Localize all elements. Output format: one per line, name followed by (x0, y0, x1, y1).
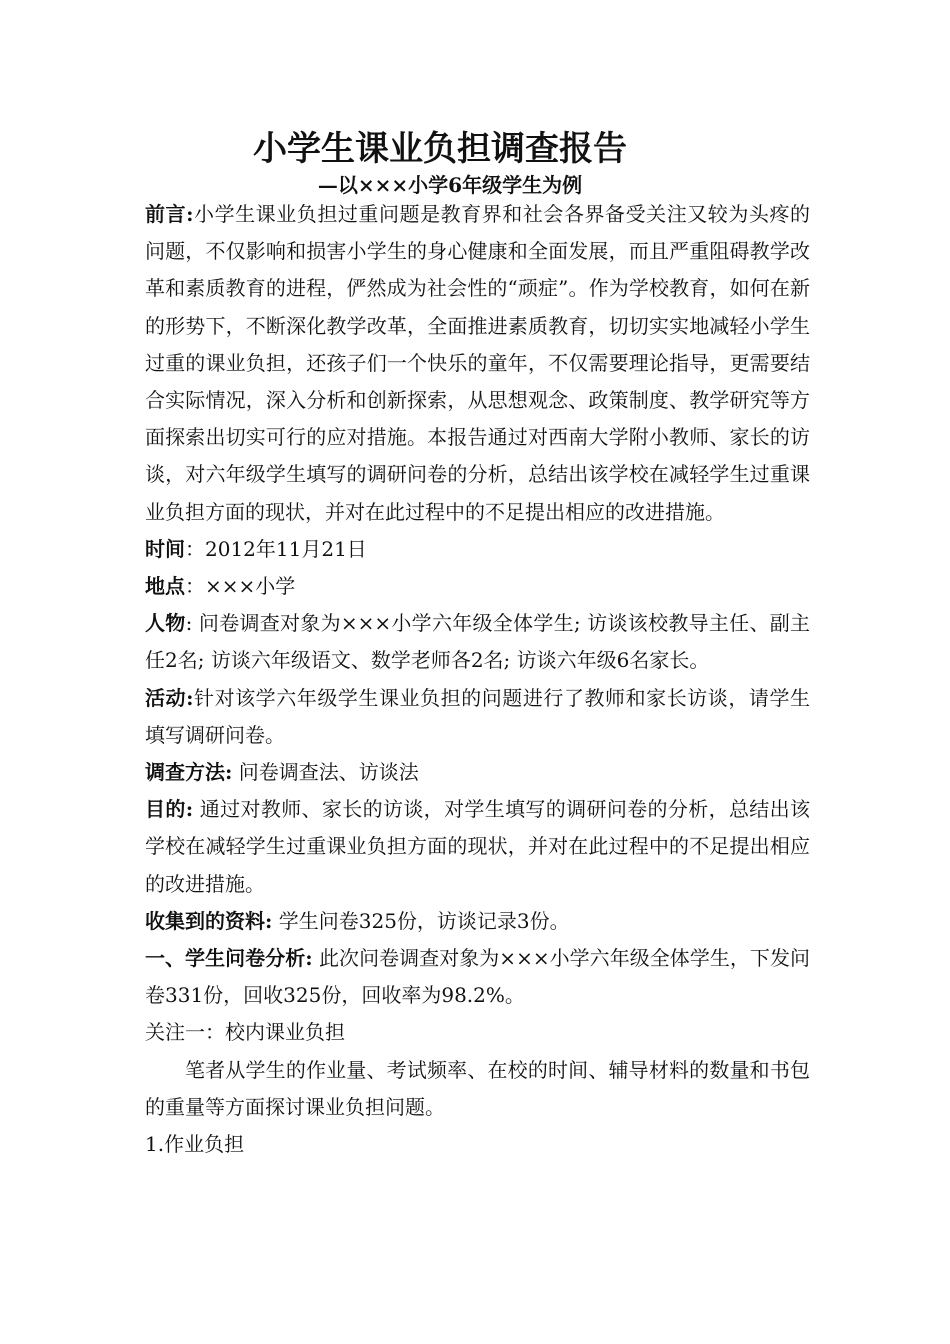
people-paragraph (145, 605, 810, 679)
page-subtitle: —以×××小学6年级学生为例 (317, 173, 583, 197)
time-label: 时间 (145, 536, 185, 561)
section1-paragraph (145, 940, 810, 1014)
preface-paragraph (145, 196, 810, 531)
materials-text: 学生问卷325份，访谈记录3份。 (272, 908, 570, 933)
section1-label: 一、学生问卷分析: (145, 946, 313, 971)
place-text: ：×××小学 (185, 574, 296, 599)
place-paragraph (145, 568, 810, 605)
section1-text: 此次问卷调查对象为×××小学六年级全体学生，下发问卷331份，回收325份，回收率为98.2%。 (145, 946, 810, 1008)
focus1-paragraph: 笔者从学生的作业量、考试频率、在校的时间、辅导材料的数量和书包的重量等方面探讨课业负担问题。 (145, 1057, 810, 1119)
preface-text: 小学生课业负担过重问题是教育界和社会各界备受关注又较为头疼的问题，不仅影响和损害小学生的身心健康和全面发展，而且严重阻碍教学改革和素质教育的进程，俨然成为社会性的“顽症”。作为学校教育，如何在新的形势下，不断深化教学改革，全面推进素质教育，切切实实地减轻小学生过重的课业负担，还孩子们一个快乐的童年，不仅需要理论指导，更需要结合实际情况，深入分析和创新探索，从思想观念、政策制度、教学研究等方面探索出切实可行的应对措施。本报告通过对西南大学附小教师、家长的访谈，对六年级学生填写的调研问卷的分析，总结出该学校在减轻学生过重课业负担方面的现状，并对在此过程中的不足提出相应的改进措施。 (145, 202, 810, 524)
purpose-label: 目的: (145, 797, 194, 822)
activity-label: 活动: (145, 685, 194, 710)
document-body (145, 196, 810, 1163)
time-paragraph (145, 531, 810, 568)
purpose-paragraph (145, 791, 810, 903)
activity-text: 针对该学六年级学生课业负担的问题进行了教师和家长访谈，请学生填写调研问卷。 (145, 685, 810, 747)
activity-paragraph (145, 680, 810, 754)
time-text: ：2012年11月21日 (185, 536, 367, 561)
materials-paragraph (145, 903, 810, 940)
preface-label: 前言: (145, 202, 194, 226)
item1-heading: 1.作业负担 (145, 1132, 245, 1157)
people-label: 人物 (145, 611, 186, 636)
purpose-text: 通过对教师、家长的访谈，对学生填写的调研问卷的分析，总结出该学校在减轻学生过重课业负担方面的现状，并对在此过程中的不足提出相应的改进措施。 (145, 797, 810, 896)
method-text: 问卷调查法、访谈法 (232, 760, 419, 785)
method-label: 调查方法: (145, 760, 233, 785)
focus1-heading: 关注一：校内课业负担 (145, 1020, 345, 1045)
page-title: 小学生课业负担调查报告 (253, 129, 627, 169)
materials-label: 收集到的资料: (145, 908, 273, 933)
place-label: 地点 (145, 574, 185, 599)
method-paragraph (145, 754, 810, 791)
people-text: : 问卷调查对象为×××小学六年级全体学生; 访谈该校教导主任、副主任2名; 访谈六年级语文、数学老师各2名; 访谈六年级6名家长。 (145, 611, 811, 673)
